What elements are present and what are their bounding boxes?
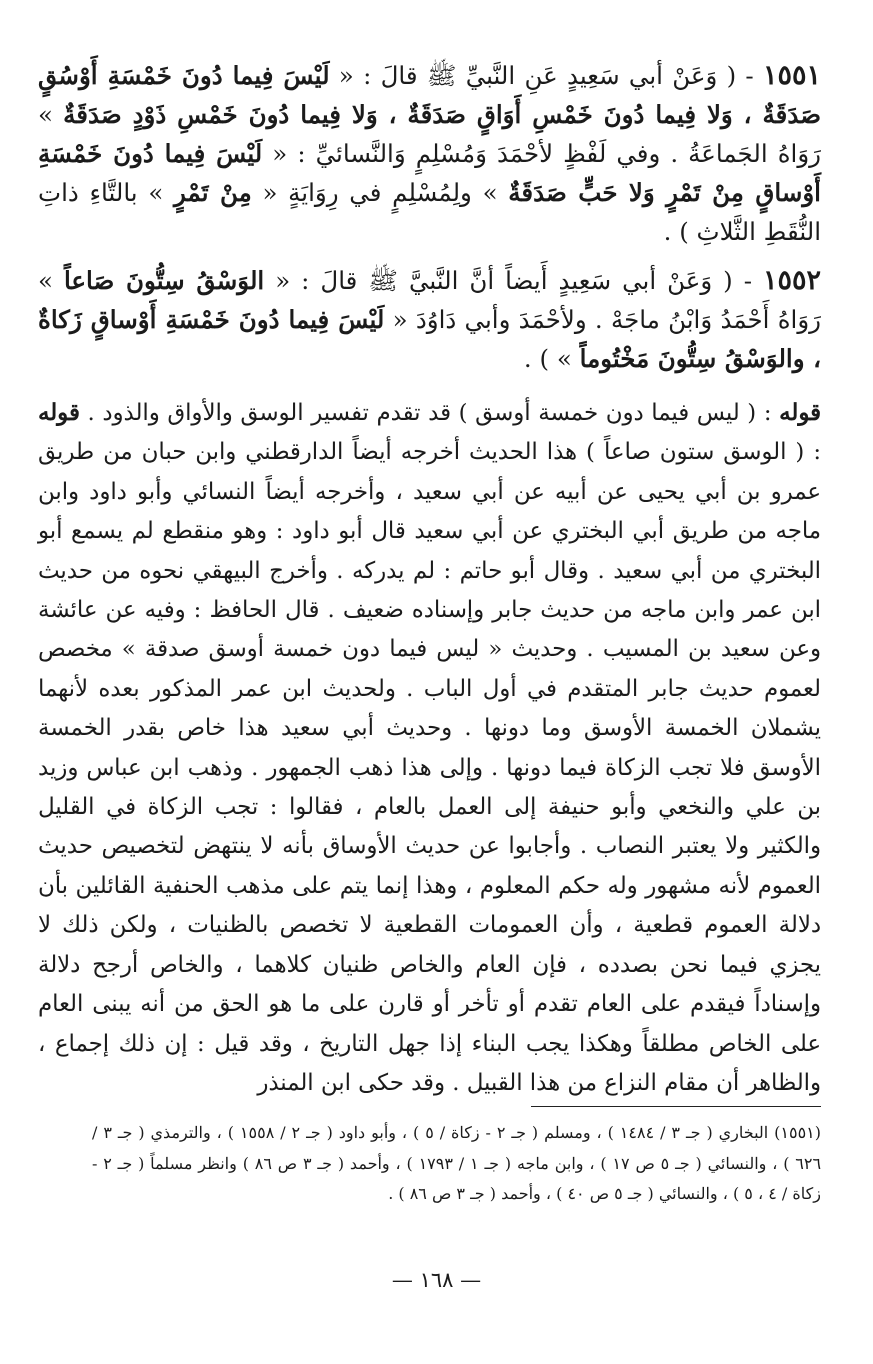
hadith-narration: » رَوَاهُ أَحْمَدُ وَابْنُ ماجَهْ . ولأحْمَدَ وأبي دَاوُدَ « [38, 266, 821, 334]
hadith-intro: - ( وَعَنْ أبي سَعِيدٍ عَنِ النَّبيِّ ﷺ قالَ : « [329, 61, 763, 90]
hadith-quote: لَيْسَ فِيما دُونَ خَمْسَةِ أَوْسُقٍ صَدَقَةٌ ، وَلا فِيما دُونَ خَمْسِ أَوَاقٍ صَدَقَةٌ ، وَلا فِيما دُونَ خَمْسِ ذَوْدٍ صَدَقَةٌ [38, 61, 822, 129]
hadith-quote: لَيْسَ فِيما دُونَ خَمْسَةِ أَوْساقٍ مِنْ تَمْرٍ وَلا حَبٍّ صَدَقَةٌ [38, 139, 821, 207]
page-number: — ١٦٨ — [391, 1268, 482, 1292]
hadith-number: ١٥٥٢ [762, 265, 821, 296]
hadith-narration: » بالتَّاءِ ذاتِ النُّقَطِ الثَّلاثِ ) . [38, 178, 821, 246]
commentary-text: : ( الوسق ستون صاعاً ) هذا الحديث أخرجه أيضاً الدارقطني وابن حبان من طريق عمرو بن أبي يحيى عن أبيه عن أبي سعيد ، وأخرجه أيضاً النسائي وأبو داود وابن ماجه من طريق أبي البختري عن أبي سعيد قال أبو داود : وهو منقطع لم يسمع أبو البختري من أبي سعيد . وقال أبو حاتم : لم يدركه . وأخرج البيهقي نحوه من حديث ابن عمر وابن ماجه من حديث جابر وإسناده ضعيف . قال الحافظ : وفيه عن عائشة وعن سعيد بن المسيب . وحديث « ليس فيما دون خمسة أوسق صدقة » مخصص لعموم حديث جابر المتقدم في أول الباب . ولحديث ابن عمر المذكور بعده لأنهما يشملان الخمسة الأوسق وما دونها . وحديث أبي سعيد هذا خاص بقدر الخمسة الأوسق فلا تجب الزكاة فيما دونها . وإلى هذا ذهب الجمهور . وذهب ابن عباس وزيد بن علي والنخعي وأبو حنيفة إلى العمل بالعام ، فقالوا : تجب الزكاة في القليل والكثير ولا يعتبر النصاب . وأجابوا عن حديث الأوساق بأنه لا ينتهض لتخصيص حديث العموم لأنه مشهور وله حكم المعلوم ، وهذا إنما يتم على مذهب الحنفية القائلين بأن دلالة العموم قطعية ، وأن العمومات القطعية لا تخصص بالظنيات ، ولكن ذلك لا يجزي فيما نحن بصدده ، فإن العام والخاص ظنيان كلاهما ، والخاص أرجح دلالة وإسناداً فيقدم على العام تقدم أو تأخر أو قارن على ما هو الحق من أنه يبنى العام على الخاص مطلقاً وهكذا يجب البناء إذا جهل التاريخ ، وقد قيل : إن ذلك إجماع ، والظاهر أن مقام النزاع من هذا القبيل . وقد حكى ابن المنذر [38, 439, 822, 1096]
footnotes [92, 1118, 821, 1210]
hadith-narration: » ولِمُسْلِمٍ في رِوَايَةٍ « [251, 178, 509, 207]
commentary [38, 394, 821, 1103]
commentary-label: قوله [779, 400, 821, 426]
hadith-number: ١٥٥١ [762, 60, 821, 91]
hadith-quote: الوَسْقُ سِتُّونَ صَاعاً [63, 266, 265, 295]
commentary-text: : ( ليس فيما دون خمسة أوسق ) قد تقدم تفسير الوسق والأواق والذود . [79, 400, 780, 426]
commentary-label: قوله [38, 400, 80, 426]
hadith-1552 [38, 261, 821, 378]
hadith-narration: » رَوَاهُ الجَماعَةُ . وفي لَفْظٍ لأحْمَدَ وَمُسْلِمٍ وَالنَّسائيِّ : « [38, 100, 821, 168]
hadith-intro: - ( وَعَنْ أبي سَعِيدٍ أَيضاً أنَّ النَّبيَّ ﷺ قالَ : « [264, 266, 763, 295]
footnote-divider [531, 1106, 821, 1107]
hadith-quote: لَيْسَ فِيما دُونَ خَمْسَةِ أَوْساقٍ زَكاةٌ ، والوَسْقُ سِتُّونَ مَخْتُوماً [38, 305, 821, 373]
hadith-quote: مِنْ تَمْرٍ [174, 178, 252, 207]
hadith-narration: » ) . [523, 344, 580, 373]
hadith-1551 [38, 56, 821, 251]
footnote-text: (١٥٥١) البخاري ( جـ ٣ / ١٤٨٤ ) ، ومسلم ( جـ ٢ - زكاة / ٥ ) ، وأبو داود ( جـ ٢ / ١٥٥٨ ) ، والترمذي ( جـ ٣ / ٦٢٦ ) ، والنسائي ( جـ ٥ ص ١٧ ) ، وابن ماجه ( جـ ١ / ١٧٩٣ ) ، وأحمد ( جـ ٣ ص ٨٦ ) وانظر مسلماً ( جـ ٢ - زكاة / ٤ ، ٥ ) ، والنسائي ( جـ ٥ ص ٤٠ ) ، وأحمد ( جـ ٣ ص ٨٦ ) . [92, 1123, 822, 1203]
